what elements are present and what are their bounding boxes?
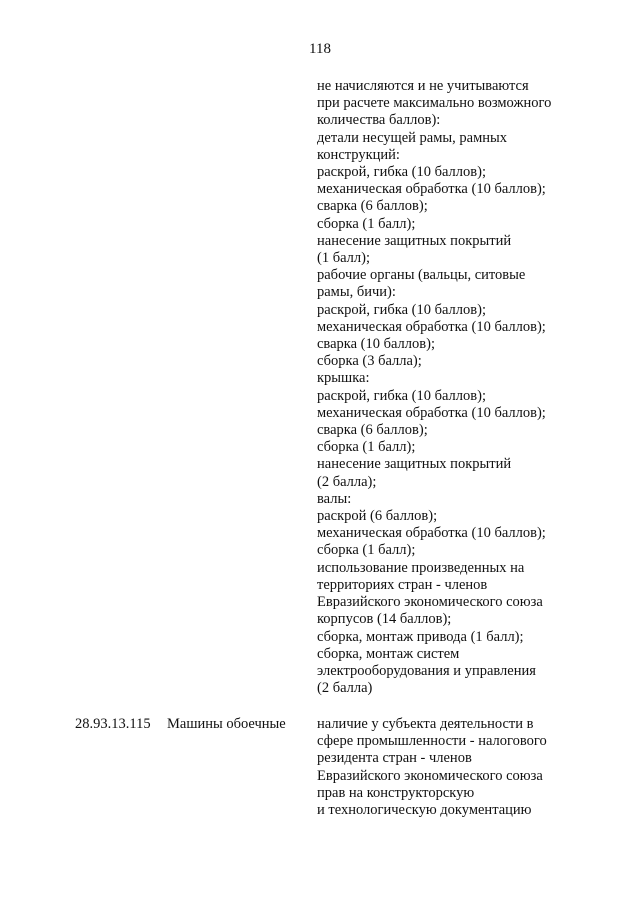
requirement-line: валы:	[317, 490, 352, 507]
requirement-line: сборка, монтаж систем	[317, 645, 460, 662]
requirement-line: территориях стран - членов	[317, 576, 488, 593]
requirement-line: рамы, бичи):	[317, 284, 396, 301]
requirement-line: раскрой, гибка (10 баллов);	[317, 387, 486, 404]
requirement-line: сборка (1 балл);	[317, 542, 416, 559]
requirement-line: Евразийского экономического союза	[317, 767, 543, 784]
requirement-line: (2 балла)	[317, 680, 373, 697]
requirement-line: (2 балла);	[317, 473, 377, 490]
requirement-line: сварка (6 баллов);	[317, 422, 428, 439]
requirement-line: не начисляются и не учитываются	[317, 78, 529, 94]
requirement-line: раскрой, гибка (10 баллов);	[317, 301, 486, 318]
requirement-line: крышка:	[317, 370, 370, 387]
product-code: 28.93.13.115	[75, 716, 151, 732]
requirement-line: сварка (6 баллов);	[317, 198, 428, 215]
requirement-line: (1 балл);	[317, 250, 370, 267]
requirement-line: раскрой, гибка (10 баллов);	[317, 164, 486, 181]
requirement-line: сборка (3 балла);	[317, 353, 422, 370]
requirement-line: механическая обработка (10 баллов);	[317, 181, 546, 198]
requirement-line: механическая обработка (10 баллов);	[317, 404, 546, 421]
requirement-line: электрооборудования и управления	[317, 662, 536, 679]
requirement-line: корпусов (14 баллов);	[317, 611, 452, 628]
row-requirements	[317, 716, 617, 819]
requirement-line: Евразийского экономического союза	[317, 594, 543, 611]
product-name: Машины обоечные	[167, 716, 286, 732]
requirement-line: наличие у субъекта деятельности в	[317, 716, 534, 732]
requirement-line: прав на конструкторскую	[317, 784, 475, 801]
requirement-line: сборка, монтаж привода (1 балл);	[317, 628, 524, 645]
requirement-line: раскрой (6 баллов);	[317, 508, 438, 525]
requirement-line: сфере промышленности - налогового	[317, 733, 547, 750]
requirement-line: при расчете максимально возможного	[317, 95, 552, 112]
requirement-line: нанесение защитных покрытий	[317, 456, 512, 473]
requirement-line: сборка (1 балл);	[317, 439, 416, 456]
requirement-line: количества баллов):	[317, 112, 441, 129]
requirements-continuation	[317, 78, 617, 697]
requirement-line: детали несущей рамы, рамных	[317, 129, 508, 146]
requirement-line: сборка (1 балл);	[317, 215, 416, 232]
page-number: 118	[309, 41, 331, 57]
requirement-line: конструкций:	[317, 146, 400, 163]
requirement-line: и технологическую документацию	[317, 802, 532, 819]
requirement-line: рабочие органы (вальцы, ситовые	[317, 267, 526, 284]
requirement-line: нанесение защитных покрытий	[317, 232, 512, 249]
requirement-line: сварка (10 баллов);	[317, 336, 435, 353]
requirement-line: механическая обработка (10 баллов);	[317, 525, 546, 542]
requirement-line: использование произведенных на	[317, 559, 525, 576]
requirement-line: резидента стран - членов	[317, 750, 472, 767]
requirement-line: механическая обработка (10 баллов);	[317, 318, 546, 335]
